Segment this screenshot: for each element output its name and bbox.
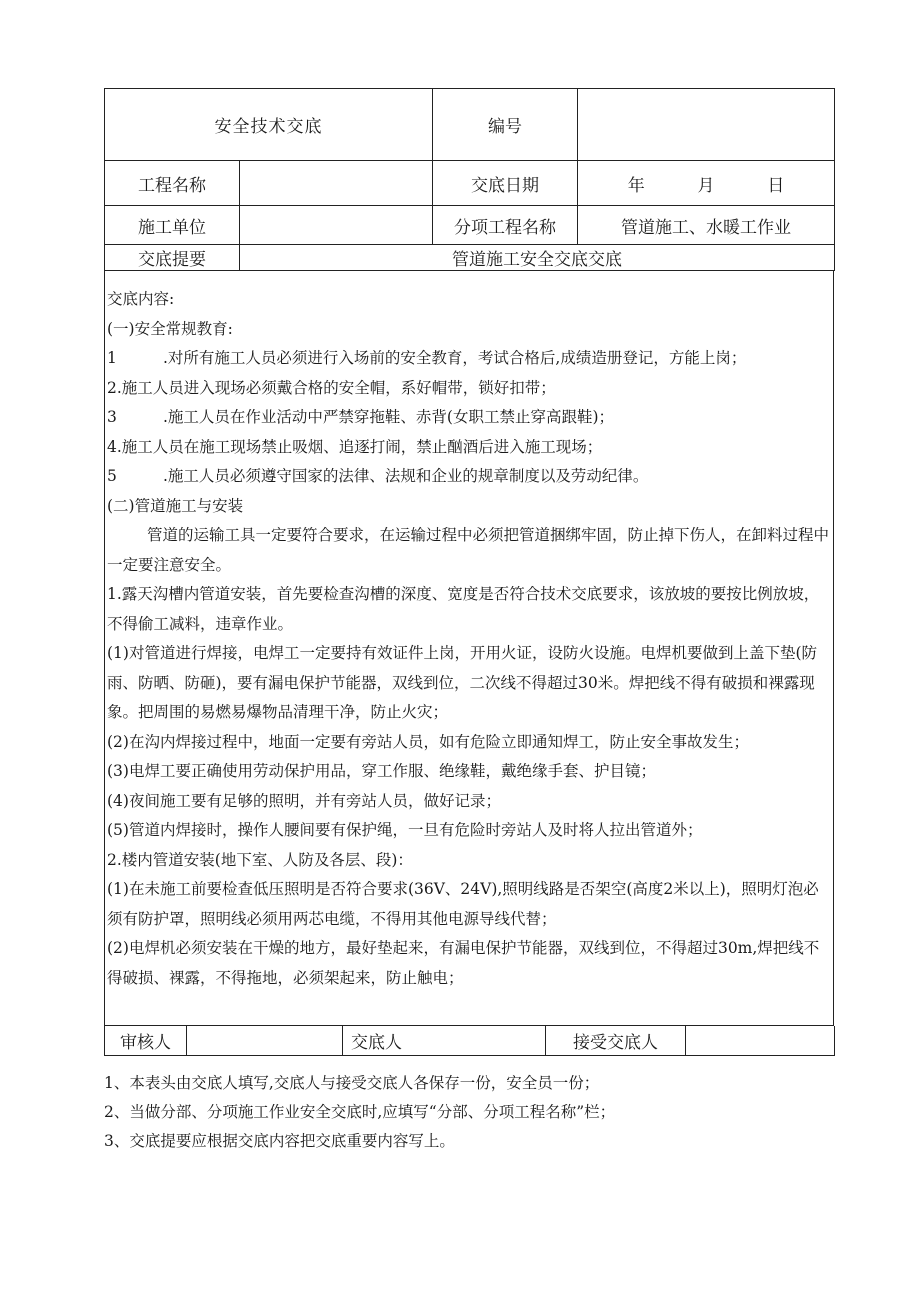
s2-p2-1: (1)在未施工前要检查低压照明是否符合要求(36V、24V),照明线路是否架空(高度2米以上)，照明灯泡必须有防护罩，照明线必须用两芯电缆，不得用其他电源导线代替；	[107, 880, 819, 928]
s1-item-text: 4.施工人员在施工现场禁止吸烟、追逐打闹，禁止酗酒后进入施工现场；	[107, 437, 603, 456]
s1-item-text: .施工人员必须遵守国家的法律、法规和企业的规章制度以及劳动纪律。	[163, 467, 649, 485]
header-table	[104, 88, 835, 271]
section1-title: (一)安全常规教育:	[107, 319, 233, 338]
date-year: 年	[627, 175, 645, 196]
s2-p2: 2.楼内管道安装(地下室、人防及各层、段)：	[107, 850, 413, 869]
footnote: 3、交底提要应根据交底内容把交底重要内容写上。	[104, 1132, 455, 1150]
s2-p1-2: (2)在沟内焊接过程中，地面一定要有旁站人员，如有危险立即通知焊工，防止安全事故发生；	[107, 732, 749, 751]
footnote: 2、当做分部、分项施工作业安全交底时,应填写“分部、分项工程名称”栏；	[104, 1103, 616, 1121]
footnote: 1、本表头由交底人填写,交底人与接受交底人各保存一份，安全员一份；	[104, 1074, 600, 1092]
project-name-value[interactable]	[240, 161, 433, 206]
section2-title: (二)管道施工与安装	[107, 496, 244, 515]
date-value[interactable]	[578, 161, 835, 206]
reviewer-label: 审核人	[105, 1026, 187, 1056]
footnotes	[104, 1069, 864, 1156]
content-heading: 交底内容:	[107, 290, 175, 308]
s1-item-num: 3	[107, 408, 117, 426]
s2-p1-4: (4)夜间施工要有足够的照明，并有旁站人员，做好记录；	[107, 791, 501, 810]
reviewer-field[interactable]	[187, 1026, 343, 1056]
signature-table	[104, 1026, 835, 1056]
date-month: 月	[697, 175, 715, 196]
summary-label: 交底提要	[105, 245, 240, 271]
s1-item-num: 1	[107, 349, 117, 367]
s2-p1-5: (5)管道内焊接时，操作人腰间要有保护绳，一旦有危险时旁站人及时将人拉出管道外；	[107, 821, 703, 839]
s1-item	[107, 374, 833, 404]
s2-p2-2: (2)电焊机必须安装在干燥的地方，最好垫起来，有漏电保护节能器，双线到位，不得超过30m,焊把线不得破损、裸露，不得拖地，必须架起来，防止触电；	[107, 939, 820, 987]
unit-value[interactable]	[240, 206, 433, 245]
content-section	[104, 271, 834, 1026]
date-day: 日	[767, 175, 785, 196]
s1-item-num: 5	[107, 467, 117, 485]
s1-item	[107, 462, 833, 492]
project-name-label: 工程名称	[105, 161, 240, 206]
s1-item-text: 2.施工人员进入现场必须戴合格的安全帽，系好帽带，锁好扣带；	[107, 378, 556, 397]
s1-item	[107, 403, 833, 433]
s2-p1-1: (1)对管道进行焊接，电焊工一定要持有效证件上岗，开用火证，设防火设施。电焊机要做到上盖下垫(防雨、防晒、防砸)，要有漏电保护节能器，双线到位，二次线不得超过30米。焊把线不得有破损和裸露现象。把周围的易燃易爆物品清理干净，防止火灾；	[107, 644, 818, 721]
s1-item-text: .对所有施工人员必须进行入场前的安全教育，考试合格后,成绩造册登记，方能上岗；	[163, 349, 747, 367]
subproject-label: 分项工程名称	[433, 206, 578, 245]
s1-item	[107, 344, 833, 374]
form-title: 安全技术交底	[105, 89, 433, 161]
s2-p1-3: (3)电焊工要正确使用劳动保护用品，穿工作服、绝缘鞋，戴绝缘手套、护目镜；	[107, 762, 656, 780]
discloser-label: 交底人	[343, 1026, 546, 1056]
number-value[interactable]	[578, 89, 835, 161]
disclosure-form	[104, 88, 834, 1056]
s1-item	[107, 433, 833, 463]
s2-p1: 1.露天沟槽内管道安装，首先要检查沟槽的深度、宽度是否符合技术交底要求，该放坡的要按比例放坡，不得偷工减料，违章作业。	[107, 585, 820, 633]
number-label: 编号	[433, 89, 578, 161]
subproject-value[interactable]: 管道施工、水暖工作业	[578, 206, 835, 245]
receiver-field[interactable]	[686, 1026, 835, 1056]
summary-value[interactable]: 管道施工安全交底交底	[240, 245, 835, 271]
unit-label: 施工单位	[105, 206, 240, 245]
date-label: 交底日期	[433, 161, 578, 206]
s1-item-text: .施工人员在作业活动中严禁穿拖鞋、赤背(女职工禁止穿高跟鞋)；	[163, 408, 615, 426]
s2-intro: 管道的运输工具一定要符合要求，在运输过程中必须把管道捆绑牢固，防止掉下伤人，在卸料过程中一定要注意安全。	[107, 526, 830, 574]
receiver-label: 接受交底人	[546, 1026, 686, 1056]
